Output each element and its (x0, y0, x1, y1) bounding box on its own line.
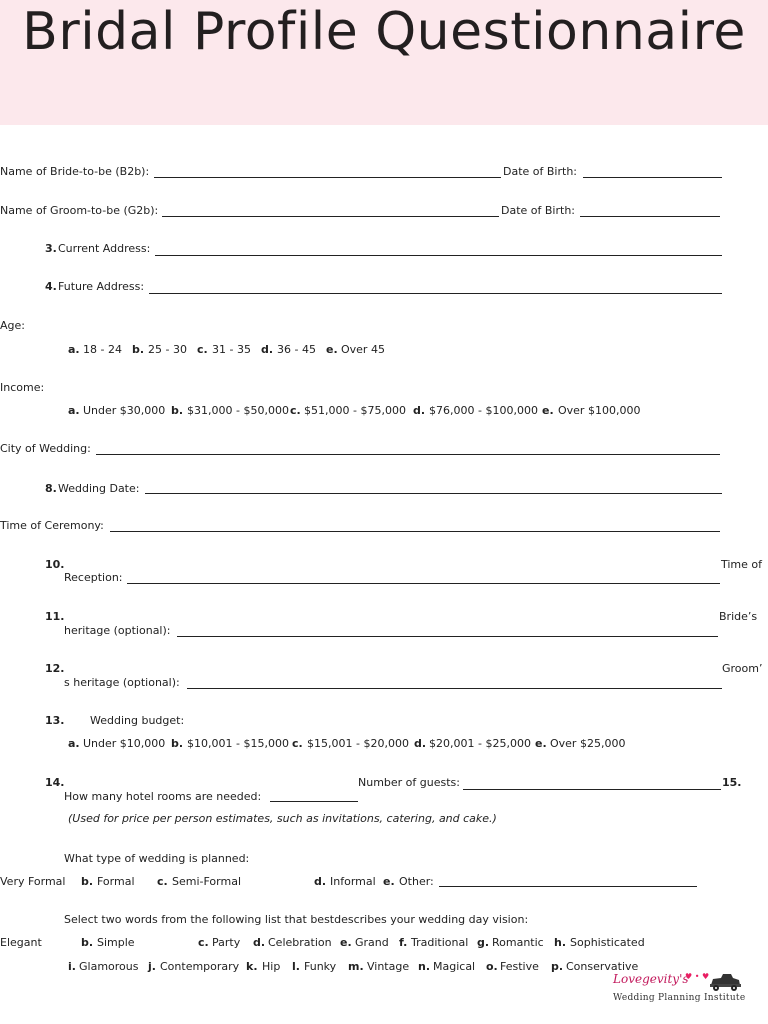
budget-option-letter: d. (414, 737, 427, 750)
budget-option-text[interactable]: $15,001 - $20,000 (307, 737, 409, 750)
bride-name-field[interactable] (154, 177, 501, 178)
budget-option-letter: a. (68, 737, 80, 750)
guests-field[interactable] (463, 789, 721, 790)
vision-option-text[interactable]: Funky (304, 960, 337, 973)
vision-option-letter: d. (253, 936, 266, 949)
q14-number: 14. (45, 776, 65, 789)
wedding-date-field[interactable] (145, 493, 722, 494)
estimate-note: (Used for price per person estimates, such as invitations, catering, and cake.) (68, 812, 497, 825)
age-option-text[interactable]: Over 45 (341, 343, 385, 356)
q13-number: 13. (45, 714, 65, 727)
vision-option-text[interactable]: Vintage (367, 960, 410, 973)
reception-field[interactable] (127, 583, 720, 584)
income-option-text[interactable]: $76,000 - $100,000 (429, 404, 538, 417)
income-option-text[interactable]: Under $30,000 (83, 404, 166, 417)
wedding-type-option-text[interactable]: Formal (97, 875, 135, 888)
vision-option-letter: j. (148, 960, 156, 973)
income-option-text[interactable]: Over $100,000 (558, 404, 641, 417)
logo-wordmark: Lovegevity's (613, 972, 689, 986)
q12-number: 12. (45, 662, 65, 675)
vision-option-text[interactable]: Simple (97, 936, 135, 949)
vision-option-text[interactable]: Romantic (492, 936, 544, 949)
groom-name-field[interactable] (162, 216, 499, 217)
vintage-car-icon (707, 972, 743, 992)
wedding-type-option-text[interactable]: Very Formal (0, 875, 66, 888)
future-address-field[interactable] (149, 293, 722, 294)
income-option-letter: e. (542, 404, 554, 417)
city-field[interactable] (96, 454, 720, 455)
age-option-letter: c. (197, 343, 208, 356)
vision-option-text[interactable]: Grand (355, 936, 389, 949)
vision-option-text[interactable]: Magical (433, 960, 476, 973)
vision-option-letter: l. (292, 960, 300, 973)
q11-number: 11. (45, 610, 65, 623)
vision-option-text[interactable]: Festive (500, 960, 539, 973)
wedding-type-other-field[interactable] (439, 886, 697, 887)
wedding-type-option-text[interactable]: Other: (399, 875, 434, 888)
income-option-letter: d. (413, 404, 426, 417)
budget-label: Wedding budget: (90, 714, 185, 727)
vision-option-letter: n. (418, 960, 431, 973)
wedding-type-option-text[interactable]: Informal (330, 875, 376, 888)
wedding-type-option-letter: e. (383, 875, 395, 888)
budget-option-text[interactable]: $10,001 - $15,000 (187, 737, 289, 750)
vision-option-letter: m. (348, 960, 364, 973)
vision-option-letter: g. (477, 936, 490, 949)
vision-option-text[interactable]: Party (212, 936, 241, 949)
budget-option-text[interactable]: Under $10,000 (83, 737, 166, 750)
ceremony-label: Time of Ceremony: (0, 519, 104, 532)
groom-heritage-label: s heritage (optional): (64, 676, 180, 689)
vision-option-letter: c. (198, 936, 209, 949)
vision-option-letter: i. (68, 960, 76, 973)
age-option-text[interactable]: 36 - 45 (277, 343, 316, 356)
age-option-letter: b. (132, 343, 145, 356)
groom-name-label: Name of Groom-to-be (G2b): (0, 204, 159, 217)
current-address-field[interactable] (155, 255, 722, 256)
vision-label: Select two words from the following list that bestdescribes your wedding day vision: (64, 913, 529, 926)
vision-option-letter: k. (246, 960, 258, 973)
vision-option-text[interactable]: Traditional (411, 936, 469, 949)
vision-option-text[interactable]: Glamorous (79, 960, 139, 973)
vision-option-letter: o. (486, 960, 498, 973)
age-option-text[interactable]: 18 - 24 (83, 343, 122, 356)
vision-option-letter: h. (554, 936, 567, 949)
ceremony-field[interactable] (110, 531, 720, 532)
budget-option-letter: c. (292, 737, 303, 750)
vision-option-letter: p. (551, 960, 564, 973)
guests-label: Number of guests: (358, 776, 460, 789)
wedding-date-label: Wedding Date: (58, 482, 140, 495)
budget-option-letter: e. (535, 737, 547, 750)
q3-number: 3. (45, 242, 57, 255)
age-label: Age: (0, 319, 25, 332)
income-option-letter: a. (68, 404, 80, 417)
vision-option-text[interactable]: Celebration (268, 936, 332, 949)
vision-option-letter: e. (340, 936, 352, 949)
bride-heritage-field[interactable] (177, 636, 718, 637)
groom-dob-label: Date of Birth: (501, 204, 576, 217)
vision-option-text[interactable]: Hip (262, 960, 281, 973)
age-option-letter: a. (68, 343, 80, 356)
wedding-type-option-letter: c. (157, 875, 168, 888)
future-address-label: Future Address: (58, 280, 145, 293)
logo-subtitle: Wedding Planning Institute (613, 993, 746, 1003)
bride-dob-field[interactable] (583, 177, 722, 178)
vision-option-letter: b. (81, 936, 94, 949)
vision-option-letter: f. (399, 936, 408, 949)
vision-option-text[interactable]: Sophisticated (570, 936, 645, 949)
wedding-type-option-text[interactable]: Semi-Formal (172, 875, 241, 888)
q10-number: 10. (45, 558, 65, 571)
reception-label-start: Time of (721, 558, 763, 571)
groom-heritage-field[interactable] (187, 688, 722, 689)
income-label: Income: (0, 381, 45, 394)
wedding-type-option-letter: d. (314, 875, 327, 888)
page-title: Bridal Profile Questionnaire (22, 2, 746, 62)
q4-number: 4. (45, 280, 57, 293)
q15-number: 15. (722, 776, 742, 789)
hotel-rooms-label: How many hotel rooms are needed: (64, 790, 262, 803)
age-option-text[interactable]: 31 - 35 (212, 343, 251, 356)
bride-heritage-label-start: Bride’s (719, 610, 758, 623)
vision-option-text[interactable]: Elegant (0, 936, 42, 949)
bride-dob-label: Date of Birth: (503, 165, 578, 178)
vision-option-text[interactable]: Contemporary (160, 960, 240, 973)
age-option-letter: d. (261, 343, 274, 356)
groom-heritage-label-start: Groom’ (722, 662, 763, 675)
reception-label: Reception: (64, 571, 123, 584)
income-option-text[interactable]: $31,000 - $50,000 (187, 404, 289, 417)
groom-dob-field[interactable] (580, 216, 720, 217)
income-option-text[interactable]: $51,000 - $75,000 (304, 404, 406, 417)
age-option-letter: e. (326, 343, 338, 356)
age-option-text[interactable]: 25 - 30 (148, 343, 187, 356)
current-address-label: Current Address: (58, 242, 151, 255)
vision-option-text[interactable]: Conservative (566, 960, 639, 973)
heart-dots-icon: ♥ • ♥ (685, 972, 710, 981)
hotel-rooms-field[interactable] (270, 801, 358, 802)
brand-logo (607, 970, 747, 1010)
budget-option-text[interactable]: $20,001 - $25,000 (429, 737, 531, 750)
q8-number: 8. (45, 482, 57, 495)
budget-option-letter: b. (171, 737, 184, 750)
income-option-letter: b. (171, 404, 184, 417)
city-label: City of Wedding: (0, 442, 91, 455)
bride-name-label: Name of Bride-to-be (B2b): (0, 165, 150, 178)
income-option-letter: c. (290, 404, 301, 417)
wedding-type-label: What type of wedding is planned: (64, 852, 250, 865)
wedding-type-option-letter: b. (81, 875, 94, 888)
bride-heritage-label: heritage (optional): (64, 624, 171, 637)
budget-option-text[interactable]: Over $25,000 (550, 737, 626, 750)
